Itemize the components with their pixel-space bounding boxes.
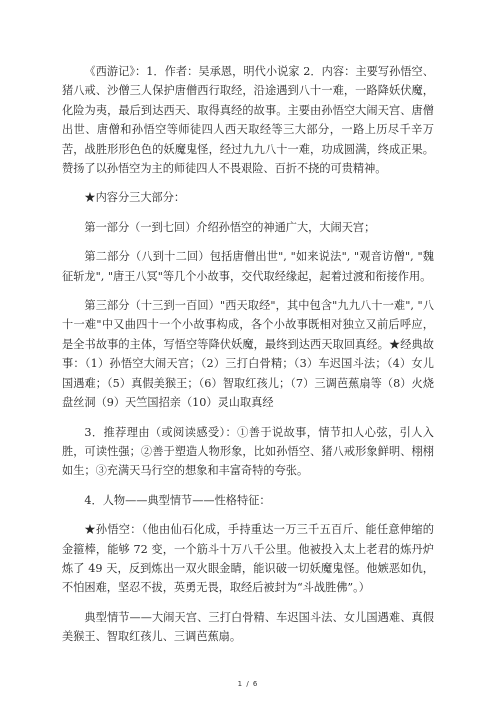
page-number: 1 / 6 xyxy=(237,680,259,688)
paragraph-summary: 《西游记》：1．作者：吴承恩，明代小说家 2．内容：主要写孙悟空、猪八戒、沙僧三人保护唐僧西行取经，沿途遇到八十一难，一路降妖伏魔，化险为夷，最后到达西天、取得真经的故事。主要由孙悟空大闹天宫、唐僧出世、唐僧和孙悟空等师徒四人西天取经等三大部分，一路上历尽千辛万苦，战胜形形色色的妖魔鬼怪，经过九九八十一难，功成圆满，终成正果。赞扬了以孙悟空为主的师徒四人不畏艰险、百折不挠的可贵精神。 xyxy=(62,65,434,176)
paragraph-part-three: 第三部分（十三到一百回）"西天取经"，其中包含"九九八十一难", "八十一难"中又曲四十一个小故事构成，各个小故事既相对独立又前后呼应，是全书故事的主体，写悟空等降伏妖魔，最终到达西天取回真经。★经典故事：（1）孙悟空大闹天宫；（2）三打白骨精；（3）车迟国斗法；（4）女儿国遇难；（5）真假美猴王；（6）智取红孩儿；（7）三调芭蕉扇等（8）火烧盘丝洞（9）天竺国招亲（10）灵山取真经 xyxy=(62,299,434,410)
paragraph-recommendation: 3．推荐理由（或阅读感受）：①善于说故事，情节扣人心弦，引人入胜，可读性强；②善于塑造人物形象，比如孙悟空、猪八戒形象鲜明、栩栩如生；③充满天马行空的想象和丰富奇特的夸张。 xyxy=(62,425,434,478)
paragraph-characters-heading: 4．人物——典型情节——性格特征： xyxy=(84,493,271,507)
paragraph-sun-wukong: ★孙悟空：（他由仙石化成，手持重达一万三千五百斤、能任意伸缩的金箍棒，能够 72 变，一个筋斗十万八千公里。他被投入太上老君的炼丹炉炼了 49 天，反到炼出一双火眼金睛，能识破一切妖魔鬼怪。他嫉恶如仇，不怕困难，坚忍不拔，英勇无畏，取经后被封为“斗战胜佛”。） xyxy=(62,523,434,595)
paragraph-part-two: 第二部分（八到十二回）包括唐僧出世", "如来说法", "观音访僧", "魏征斩龙", "唐王八冥"等几个小故事，交代取经缘起，起着过渡和衔接作用。 xyxy=(62,250,434,283)
paragraph-three-parts-heading: ★内容分三大部分： xyxy=(84,191,186,205)
document-page xyxy=(62,62,434,657)
paragraph-part-one: 第一部分（一到七回）介绍孙悟空的神通广大，大闹天宫； xyxy=(84,220,376,234)
paragraph-typical-plots: 典型情节——大闹天宫、三打白骨精、车迟国斗法、女儿国遇难、真假美猴王、智取红孩儿、三调芭蕉扇。 xyxy=(62,610,434,644)
